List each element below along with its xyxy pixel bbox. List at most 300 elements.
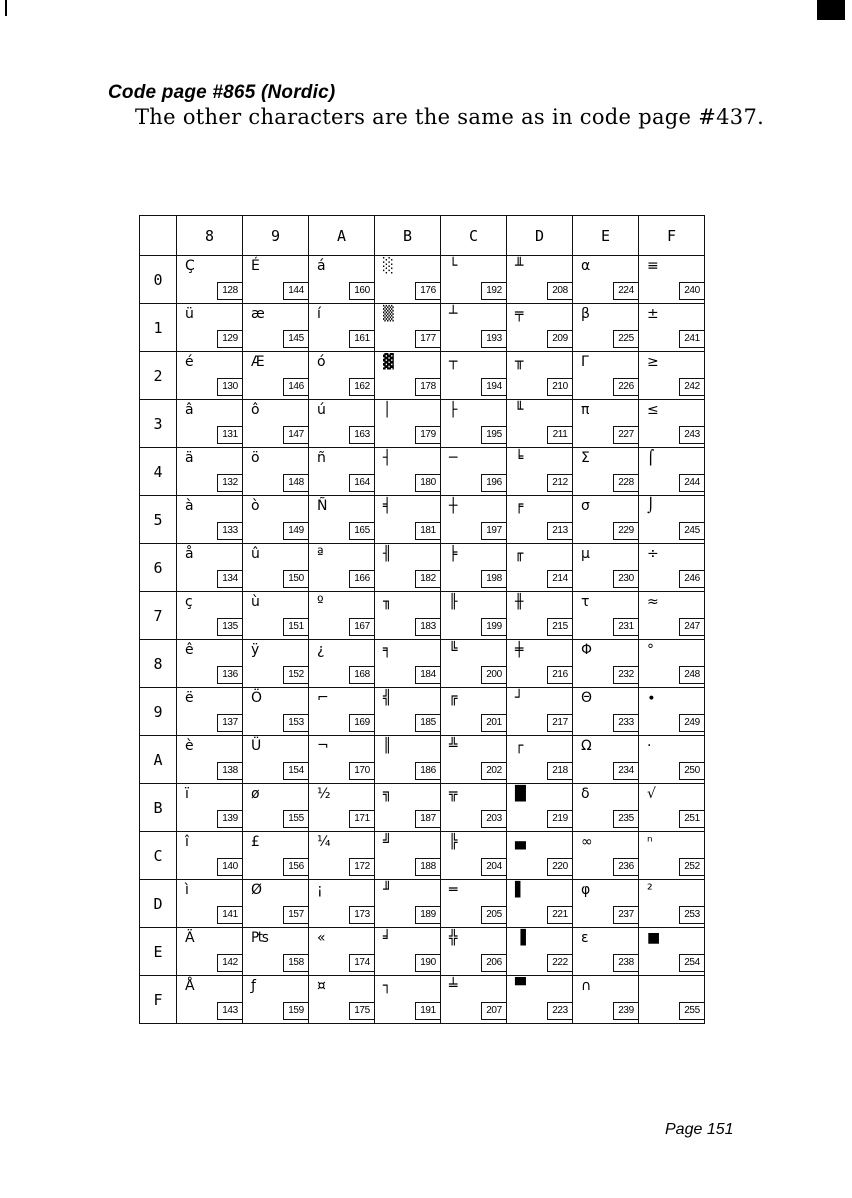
character-cell — [573, 640, 639, 688]
character-cell — [441, 928, 507, 976]
decimal-code: 236 — [613, 858, 638, 876]
decimal-code: 162 — [349, 378, 374, 396]
decimal-code: 148 — [283, 474, 308, 492]
character-glyph: ┤ — [383, 450, 392, 466]
character-glyph: ¬ — [317, 738, 329, 754]
character-cell — [309, 784, 375, 832]
character-cell — [639, 736, 705, 784]
character-cell — [573, 880, 639, 928]
decimal-code: 188 — [415, 858, 440, 876]
character-glyph: ╬ — [449, 930, 458, 946]
character-glyph: µ — [581, 546, 590, 562]
character-cell — [309, 352, 375, 400]
page-title: Code page #865 (Nordic) — [108, 82, 336, 103]
character-glyph: ≤ — [647, 402, 659, 418]
character-cell — [375, 928, 441, 976]
character-glyph: ╕ — [383, 642, 392, 658]
character-cell — [507, 880, 573, 928]
character-glyph: ± — [647, 306, 659, 322]
character-cell — [573, 832, 639, 880]
character-cell — [309, 448, 375, 496]
character-glyph: ─ — [449, 450, 458, 466]
character-cell — [507, 592, 573, 640]
decimal-code: 143 — [217, 1002, 242, 1020]
character-cell — [639, 256, 705, 304]
character-glyph: ┌ — [515, 738, 524, 754]
decimal-code: 237 — [613, 906, 638, 924]
character-cell — [441, 496, 507, 544]
character-cell — [507, 496, 573, 544]
character-glyph: ┐ — [383, 978, 392, 994]
character-cell — [375, 640, 441, 688]
decimal-code: 137 — [217, 714, 242, 732]
character-glyph: ∩ — [581, 978, 592, 994]
character-cell — [507, 832, 573, 880]
decimal-code: 214 — [547, 570, 572, 588]
decimal-code: 168 — [349, 666, 374, 684]
character-cell — [573, 784, 639, 832]
character-cell — [243, 640, 309, 688]
character-cell — [573, 544, 639, 592]
character-glyph: Å — [185, 978, 195, 994]
decimal-code: 194 — [481, 378, 506, 396]
character-cell — [573, 928, 639, 976]
decimal-code: 139 — [217, 810, 242, 828]
character-cell — [507, 448, 573, 496]
character-glyph: ╣ — [383, 690, 392, 706]
character-glyph: ø — [251, 786, 260, 802]
character-glyph: ╝ — [383, 834, 392, 850]
decimal-code: 128 — [217, 282, 242, 300]
character-cell — [177, 256, 243, 304]
column-header: A — [309, 216, 375, 256]
decimal-code: 169 — [349, 714, 374, 732]
character-cell — [639, 976, 705, 1024]
row-header: 3 — [140, 400, 177, 448]
character-cell — [441, 304, 507, 352]
character-glyph: ä — [185, 450, 194, 466]
row-header: A — [140, 736, 177, 784]
page-corner-mark — [817, 0, 845, 20]
decimal-code: 151 — [283, 618, 308, 636]
character-glyph: ë — [185, 690, 194, 706]
decimal-code: 225 — [613, 330, 638, 348]
character-cell — [177, 688, 243, 736]
character-glyph: ü — [185, 306, 194, 322]
character-glyph: ╚ — [449, 642, 458, 658]
column-header: E — [573, 216, 639, 256]
character-cell — [441, 880, 507, 928]
decimal-code: 171 — [349, 810, 374, 828]
character-glyph: Ç — [185, 258, 195, 274]
character-glyph: ║ — [383, 738, 392, 754]
decimal-code: 233 — [613, 714, 638, 732]
character-glyph: ╠ — [449, 834, 458, 850]
character-cell — [309, 304, 375, 352]
character-cell — [639, 688, 705, 736]
character-cell — [375, 832, 441, 880]
character-cell — [507, 256, 573, 304]
character-glyph: ⌠ — [647, 450, 655, 466]
character-glyph: ⌐ — [317, 690, 329, 706]
character-cell — [375, 496, 441, 544]
character-cell — [639, 928, 705, 976]
character-glyph: ╢ — [383, 546, 392, 562]
character-cell — [441, 640, 507, 688]
decimal-code: 206 — [481, 954, 506, 972]
decimal-code: 146 — [283, 378, 308, 396]
character-cell — [375, 352, 441, 400]
character-cell — [177, 352, 243, 400]
character-glyph: φ — [581, 882, 591, 898]
decimal-code: 153 — [283, 714, 308, 732]
character-cell — [639, 448, 705, 496]
character-cell — [639, 784, 705, 832]
character-cell — [375, 400, 441, 448]
table-row — [140, 976, 705, 1024]
character-glyph: ┼ — [449, 498, 458, 514]
character-cell — [441, 688, 507, 736]
character-glyph: ö — [251, 450, 260, 466]
table-row — [140, 640, 705, 688]
character-cell — [573, 496, 639, 544]
character-cell — [177, 784, 243, 832]
decimal-code: 210 — [547, 378, 572, 396]
character-glyph: ╒ — [515, 498, 524, 514]
table-row — [140, 544, 705, 592]
decimal-code: 246 — [679, 570, 704, 588]
character-glyph: ┬ — [449, 354, 458, 370]
decimal-code: 173 — [349, 906, 374, 924]
character-glyph: ▌ — [515, 882, 526, 898]
decimal-code: 250 — [679, 762, 704, 780]
character-glyph: ≡ — [647, 258, 659, 274]
table-row — [140, 688, 705, 736]
row-header: C — [140, 832, 177, 880]
decimal-code: 160 — [349, 282, 374, 300]
table-row — [140, 352, 705, 400]
character-cell — [243, 688, 309, 736]
table-corner — [140, 216, 177, 256]
decimal-code: 234 — [613, 762, 638, 780]
decimal-code: 199 — [481, 618, 506, 636]
character-glyph: Æ — [251, 354, 265, 370]
character-cell — [243, 880, 309, 928]
row-header: B — [140, 784, 177, 832]
character-glyph: ▓ — [383, 354, 394, 370]
decimal-code: 245 — [679, 522, 704, 540]
character-glyph: è — [185, 738, 194, 754]
decimal-code: 204 — [481, 858, 506, 876]
decimal-code: 190 — [415, 954, 440, 972]
decimal-code: 183 — [415, 618, 440, 636]
decimal-code: 172 — [349, 858, 374, 876]
column-header: 9 — [243, 216, 309, 256]
character-cell — [441, 736, 507, 784]
decimal-code: 231 — [613, 618, 638, 636]
character-glyph: é — [185, 354, 194, 370]
decimal-code: 131 — [217, 426, 242, 444]
character-cell — [507, 688, 573, 736]
row-header: 8 — [140, 640, 177, 688]
character-glyph: ╟ — [449, 594, 458, 610]
decimal-code: 251 — [679, 810, 704, 828]
character-glyph: ó — [317, 354, 326, 370]
character-glyph: ╦ — [449, 786, 458, 802]
character-cell — [573, 688, 639, 736]
character-glyph: º — [317, 594, 324, 610]
character-cell — [639, 304, 705, 352]
character-cell — [375, 544, 441, 592]
character-cell — [573, 352, 639, 400]
character-cell — [243, 352, 309, 400]
character-cell — [177, 544, 243, 592]
row-header: 7 — [140, 592, 177, 640]
decimal-code: 239 — [613, 1002, 638, 1020]
decimal-code: 227 — [613, 426, 638, 444]
character-cell — [243, 832, 309, 880]
character-cell — [309, 256, 375, 304]
character-glyph: ▄ — [515, 834, 526, 850]
character-glyph: ░ — [383, 258, 394, 274]
character-cell — [639, 592, 705, 640]
character-cell — [639, 352, 705, 400]
character-glyph: ╫ — [515, 594, 524, 610]
character-cell — [243, 976, 309, 1024]
character-cell — [441, 448, 507, 496]
character-cell — [309, 400, 375, 448]
table-row — [140, 256, 705, 304]
decimal-code: 253 — [679, 906, 704, 924]
decimal-code: 184 — [415, 666, 440, 684]
character-cell — [309, 688, 375, 736]
character-glyph: ╡ — [383, 498, 392, 514]
character-cell — [243, 496, 309, 544]
character-glyph: ñ — [317, 450, 326, 466]
character-glyph: ù — [251, 594, 260, 610]
character-glyph: æ — [251, 306, 265, 322]
decimal-code: 230 — [613, 570, 638, 588]
character-glyph: ╩ — [449, 738, 458, 754]
character-cell — [441, 832, 507, 880]
character-cell — [441, 544, 507, 592]
decimal-code: 154 — [283, 762, 308, 780]
character-glyph: δ — [581, 786, 590, 802]
decimal-code: 216 — [547, 666, 572, 684]
row-header: D — [140, 880, 177, 928]
decimal-code: 232 — [613, 666, 638, 684]
decimal-code: 176 — [415, 282, 440, 300]
character-cell — [309, 640, 375, 688]
column-header-row — [140, 216, 705, 256]
character-cell — [507, 400, 573, 448]
margin-mark — [5, 0, 7, 16]
character-cell — [309, 976, 375, 1024]
decimal-code: 129 — [217, 330, 242, 348]
decimal-code: 180 — [415, 474, 440, 492]
decimal-code: 222 — [547, 954, 572, 972]
character-cell — [177, 304, 243, 352]
character-glyph: ╔ — [449, 690, 458, 706]
decimal-code: 247 — [679, 618, 704, 636]
character-cell — [639, 832, 705, 880]
decimal-code: 248 — [679, 666, 704, 684]
decimal-code: 241 — [679, 330, 704, 348]
decimal-code: 219 — [547, 810, 572, 828]
decimal-code: 145 — [283, 330, 308, 348]
character-glyph: ÿ — [251, 642, 260, 658]
character-glyph: ¤ — [317, 978, 326, 994]
decimal-code: 163 — [349, 426, 374, 444]
character-cell — [243, 448, 309, 496]
character-cell — [375, 256, 441, 304]
decimal-code: 196 — [481, 474, 506, 492]
character-glyph: ï — [185, 786, 189, 802]
page-number: Page 151 — [665, 1121, 734, 1138]
character-glyph: ╘ — [515, 450, 524, 466]
decimal-code: 181 — [415, 522, 440, 540]
table-row — [140, 736, 705, 784]
page-subtitle: The other characters are the same as in code page #437. — [135, 105, 765, 129]
character-cell — [507, 640, 573, 688]
decimal-code: 186 — [415, 762, 440, 780]
decimal-code: 133 — [217, 522, 242, 540]
decimal-code: 164 — [349, 474, 374, 492]
character-glyph: ╓ — [515, 546, 524, 562]
row-header: F — [140, 976, 177, 1024]
decimal-code: 198 — [481, 570, 506, 588]
character-glyph: ≥ — [647, 354, 659, 370]
decimal-code: 249 — [679, 714, 704, 732]
character-cell — [177, 592, 243, 640]
character-glyph: á — [317, 258, 326, 274]
row-header: 5 — [140, 496, 177, 544]
code-page-table — [139, 215, 705, 1024]
character-glyph: ½ — [317, 786, 331, 802]
table-row — [140, 784, 705, 832]
decimal-code: 132 — [217, 474, 242, 492]
character-cell — [507, 544, 573, 592]
decimal-code: 161 — [349, 330, 374, 348]
table-row — [140, 448, 705, 496]
character-glyph: σ — [581, 498, 590, 514]
character-cell — [243, 784, 309, 832]
decimal-code: 208 — [547, 282, 572, 300]
character-cell — [441, 400, 507, 448]
decimal-code: 209 — [547, 330, 572, 348]
character-glyph: ╤ — [515, 306, 524, 322]
character-glyph: ╙ — [515, 402, 524, 418]
decimal-code: 226 — [613, 378, 638, 396]
decimal-code: 218 — [547, 762, 572, 780]
character-glyph: í — [317, 306, 321, 322]
decimal-code: 243 — [679, 426, 704, 444]
character-glyph: ╥ — [515, 354, 524, 370]
decimal-code: 150 — [283, 570, 308, 588]
character-glyph: ∙ — [647, 690, 656, 706]
character-glyph: ÷ — [647, 546, 659, 562]
character-cell — [375, 784, 441, 832]
character-glyph: ▒ — [383, 306, 394, 322]
character-glyph: Ö — [251, 690, 263, 706]
decimal-code: 238 — [613, 954, 638, 972]
character-glyph: ╞ — [449, 546, 458, 562]
character-cell — [177, 832, 243, 880]
decimal-code: 157 — [283, 906, 308, 924]
column-header: C — [441, 216, 507, 256]
decimal-code: 207 — [481, 1002, 506, 1020]
decimal-code: 140 — [217, 858, 242, 876]
decimal-code: 191 — [415, 1002, 440, 1020]
character-glyph: τ — [581, 594, 590, 610]
decimal-code: 197 — [481, 522, 506, 540]
row-header: 4 — [140, 448, 177, 496]
decimal-code: 192 — [481, 282, 506, 300]
character-glyph: ¡ — [317, 882, 323, 898]
table-row — [140, 304, 705, 352]
character-glyph: ° — [647, 642, 654, 658]
character-cell — [639, 544, 705, 592]
character-glyph: ò — [251, 498, 260, 514]
table-row — [140, 880, 705, 928]
decimal-code: 212 — [547, 474, 572, 492]
decimal-code: 147 — [283, 426, 308, 444]
character-glyph: ┴ — [449, 306, 458, 322]
character-cell — [507, 928, 573, 976]
decimal-code: 242 — [679, 378, 704, 396]
character-glyph: ⌡ — [647, 498, 655, 514]
character-glyph: Ω — [581, 738, 592, 754]
character-glyph: ∞ — [581, 834, 593, 850]
character-glyph: ª — [317, 546, 324, 562]
character-cell — [441, 256, 507, 304]
decimal-code: 217 — [547, 714, 572, 732]
character-glyph: ε — [581, 930, 589, 946]
column-header: 8 — [177, 216, 243, 256]
character-glyph: Ø — [251, 882, 263, 898]
decimal-code: 203 — [481, 810, 506, 828]
decimal-code: 193 — [481, 330, 506, 348]
character-cell — [573, 400, 639, 448]
character-glyph: à — [185, 498, 194, 514]
decimal-code: 252 — [679, 858, 704, 876]
table-row — [140, 928, 705, 976]
decimal-code: 135 — [217, 618, 242, 636]
decimal-code: 179 — [415, 426, 440, 444]
character-glyph: ╖ — [383, 594, 392, 610]
character-glyph: Γ — [581, 354, 589, 370]
character-cell — [639, 880, 705, 928]
character-cell — [507, 352, 573, 400]
decimal-code: 158 — [283, 954, 308, 972]
character-cell — [243, 736, 309, 784]
table-row — [140, 592, 705, 640]
character-glyph: ú — [317, 402, 326, 418]
character-cell — [441, 784, 507, 832]
decimal-code: 221 — [547, 906, 572, 924]
character-glyph: ç — [185, 594, 193, 610]
character-glyph: β — [581, 306, 590, 322]
column-header: F — [639, 216, 705, 256]
character-cell — [177, 736, 243, 784]
character-glyph: ╨ — [515, 258, 524, 274]
character-glyph: ¼ — [317, 834, 331, 850]
character-cell — [573, 256, 639, 304]
character-cell — [573, 592, 639, 640]
character-glyph: ê — [185, 642, 194, 658]
decimal-code: 228 — [613, 474, 638, 492]
character-cell — [375, 880, 441, 928]
